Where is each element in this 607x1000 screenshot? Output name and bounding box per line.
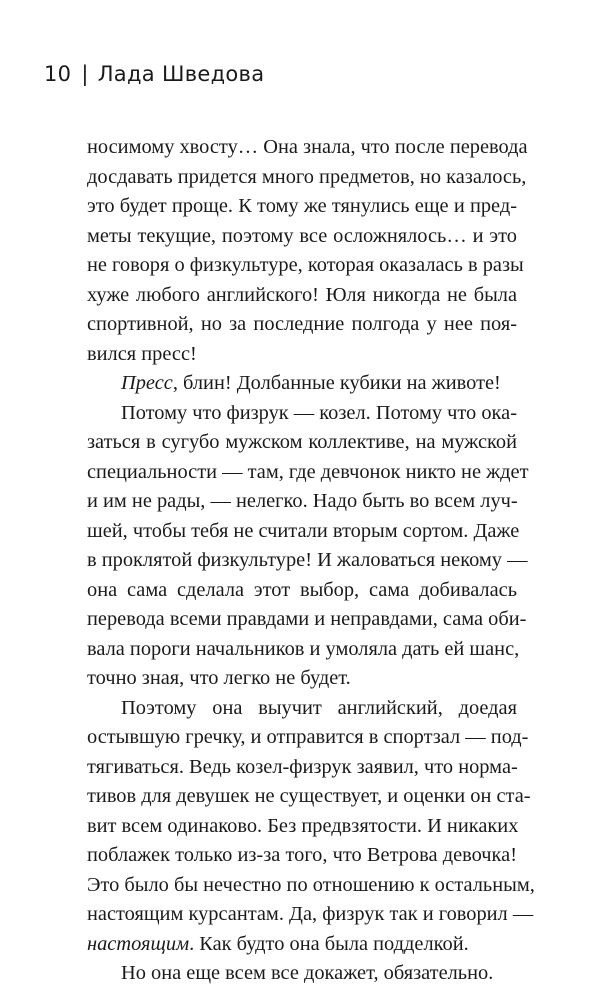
text-line: и им не рады, — нелегко. Надо быть во всем луч- xyxy=(87,490,518,512)
italic-word: Пресс xyxy=(121,372,173,394)
page-body xyxy=(87,133,535,989)
text-line: досдавать придется много предметов, но казалось, xyxy=(87,165,527,188)
text-line: носимому хвосту… Она знала, что после перевода xyxy=(87,136,528,158)
text-line: шей, чтобы тебя не считали вторым сортом. Даже xyxy=(87,519,520,542)
text-line: меты текущие, поэтому все осложнялось… и это xyxy=(87,224,517,247)
text-line: заться в сугубо мужском коллективе, на мужской xyxy=(87,431,517,453)
header-separator: | xyxy=(81,62,89,86)
text-line: вала пороги начальников и умоляла дать ей шанс, xyxy=(87,637,520,660)
text-line: настоящим курсантам. Да, физрук так и говорил — xyxy=(87,903,534,925)
text-line: точно зная, что легко не будет. xyxy=(87,667,351,689)
text-line: Это было бы нечестно по отношению к остальным, xyxy=(87,873,535,896)
text-line: тягиваться. Ведь козел-физрук заявил, что норма- xyxy=(87,755,518,778)
text-line: тивов для девушек не существует, и оценки он ста- xyxy=(87,785,531,807)
paragraph xyxy=(87,399,529,694)
page-number: 10 xyxy=(44,62,72,86)
italic-word: настоящим xyxy=(87,932,190,955)
text-fragment: , блин! Долбанные кубики на животе! xyxy=(172,372,501,394)
text-line: остывшую гречку, и отправится в спортзал — под- xyxy=(87,726,529,748)
text-line: вился пресс! xyxy=(87,342,197,365)
text-line: специальности — там, где девчонок никто не ждет xyxy=(87,460,529,483)
text-line xyxy=(87,930,517,960)
text-line: поблажек только из-за того, что Ветрова девочка! xyxy=(87,844,517,866)
author-name: Лада Шведова xyxy=(97,62,265,86)
paragraph xyxy=(87,369,517,399)
paragraph xyxy=(87,959,517,989)
paragraph xyxy=(87,694,535,960)
text-line: хуже любого английского! Юля никогда не была xyxy=(87,283,517,306)
text-line: она сама сделала этот выбор, сама добивалась xyxy=(87,578,517,601)
text-line: Потому что физрук — козел. Потому что ока- xyxy=(121,401,517,424)
paragraph xyxy=(87,133,528,369)
text-line: в проклятой физкультуре! И жаловаться некому — xyxy=(87,549,528,571)
text-line: вит всем одинаково. Без предвзятости. И никаких xyxy=(87,814,519,837)
text-line: это будет проще. К тому же тянулись еще и пред- xyxy=(87,195,517,217)
text-line xyxy=(87,369,517,399)
text-line: Поэтому она выучит английский, доедая xyxy=(121,696,517,719)
text-line: не говоря о физкультуре, которая оказалась в разы xyxy=(87,254,524,276)
text-fragment: . Как будто она была подделкой. xyxy=(189,932,469,955)
running-header xyxy=(44,62,264,86)
text-line: перевода всеми правдами и неправдами, сама оби- xyxy=(87,608,527,630)
text-line: спортивной, но за последние полгода у нее поя- xyxy=(87,313,517,335)
text-line: Но она еще всем все докажет, обязательно. xyxy=(121,962,494,984)
